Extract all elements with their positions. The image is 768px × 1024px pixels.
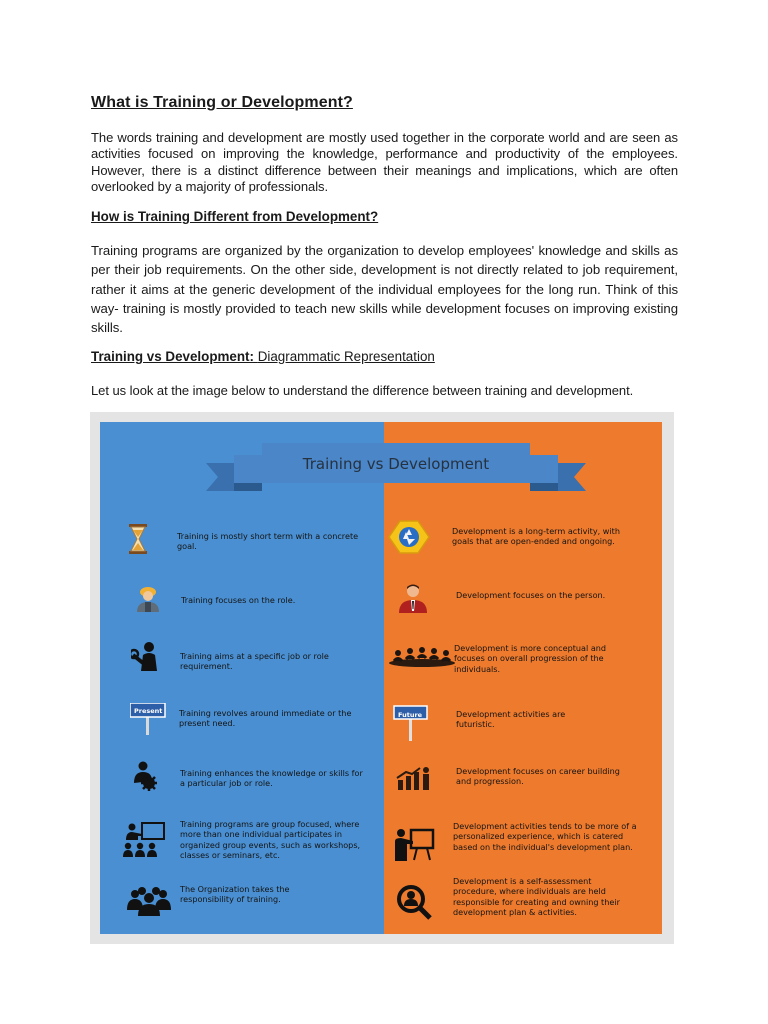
training-point-5: Training enhances the knowledge or skills for a particular job or role. [180, 768, 363, 789]
diagram-heading-lead: Training vs Development: [91, 349, 254, 364]
development-point-2: Development focuses on the person. [456, 590, 606, 600]
presenter-group-icon [120, 822, 168, 858]
businessman-icon [397, 583, 429, 613]
development-point-1: Development is a long-term activity, with goals that are open-ended and ongoing. [452, 526, 620, 547]
presenter-icon [393, 827, 435, 861]
future-sign-label: Future [398, 711, 423, 719]
development-point-3: Development is more conceptual and focuses on overall progression of the individuals. [454, 643, 607, 674]
group-icon [126, 886, 172, 916]
hourglass-icon [128, 524, 148, 554]
training-point-6: Training programs are group focused, where more than one individual participates in organized group events, such as workshops, classes or seminars, etc. [180, 819, 361, 861]
worker-icon [135, 585, 161, 612]
audience-icon [389, 645, 455, 667]
section-heading-difference: How is Training Different from Development? [91, 209, 379, 224]
development-point-7: Development is a self-assessment procedure, where individuals are held responsible for creating and owning their development plan & activities. [453, 876, 620, 918]
development-point-4: Development activities are futuristic. [456, 709, 566, 730]
growth-chart-icon [396, 766, 432, 790]
diagram-intro: Let us look at the image below to understand the difference between training and development. [91, 383, 634, 398]
development-point-5: Development focuses on career building and progression. [456, 766, 620, 787]
section-heading-diagram [91, 349, 435, 364]
gear-person-icon [130, 761, 160, 791]
training-point-2: Training focuses on the role. [181, 595, 296, 605]
difference-paragraph: Training programs are organized by the organization to develop employees' knowledge and skills as per their job requirements. On the other side, development is not directly related to job requirement, rather it aims at the generic development of the individual employees for the long run. Think of this way- training is mostly provided to teach new skills while development focuses on improving existing skills. [91, 243, 678, 336]
infographic-title: Training vs Development [302, 455, 490, 473]
present-sign-label: Present [134, 707, 163, 715]
training-point-1: Training is mostly short term with a concrete goal. [177, 531, 359, 552]
training-vs-development-infographic [90, 412, 674, 944]
training-point-7: The Organization takes the responsibility of training. [180, 884, 290, 905]
search-person-icon [396, 884, 432, 920]
page-title: What is Training or Development? [91, 94, 353, 111]
training-point-4: Training revolves around immediate or the present need. [179, 708, 352, 729]
wrench-person-icon [131, 641, 161, 671]
diagram-heading-sub: Diagrammatic Representation [257, 349, 435, 364]
training-point-3: Training aims at a specific job or role requirement. [180, 651, 329, 672]
development-point-6: Development activities tends to be more of a personalized experience, which is catered based on the individual's development plan. [453, 821, 637, 852]
badge-icon [387, 519, 431, 555]
intro-paragraph: The words training and development are mostly used together in the corporate world and are seen as activities focused on improving the knowledge, performance and productivity of the employees. However, there is a distinct difference between their meanings and implications, which are often overlooked by a majority of professionals. [91, 130, 678, 194]
